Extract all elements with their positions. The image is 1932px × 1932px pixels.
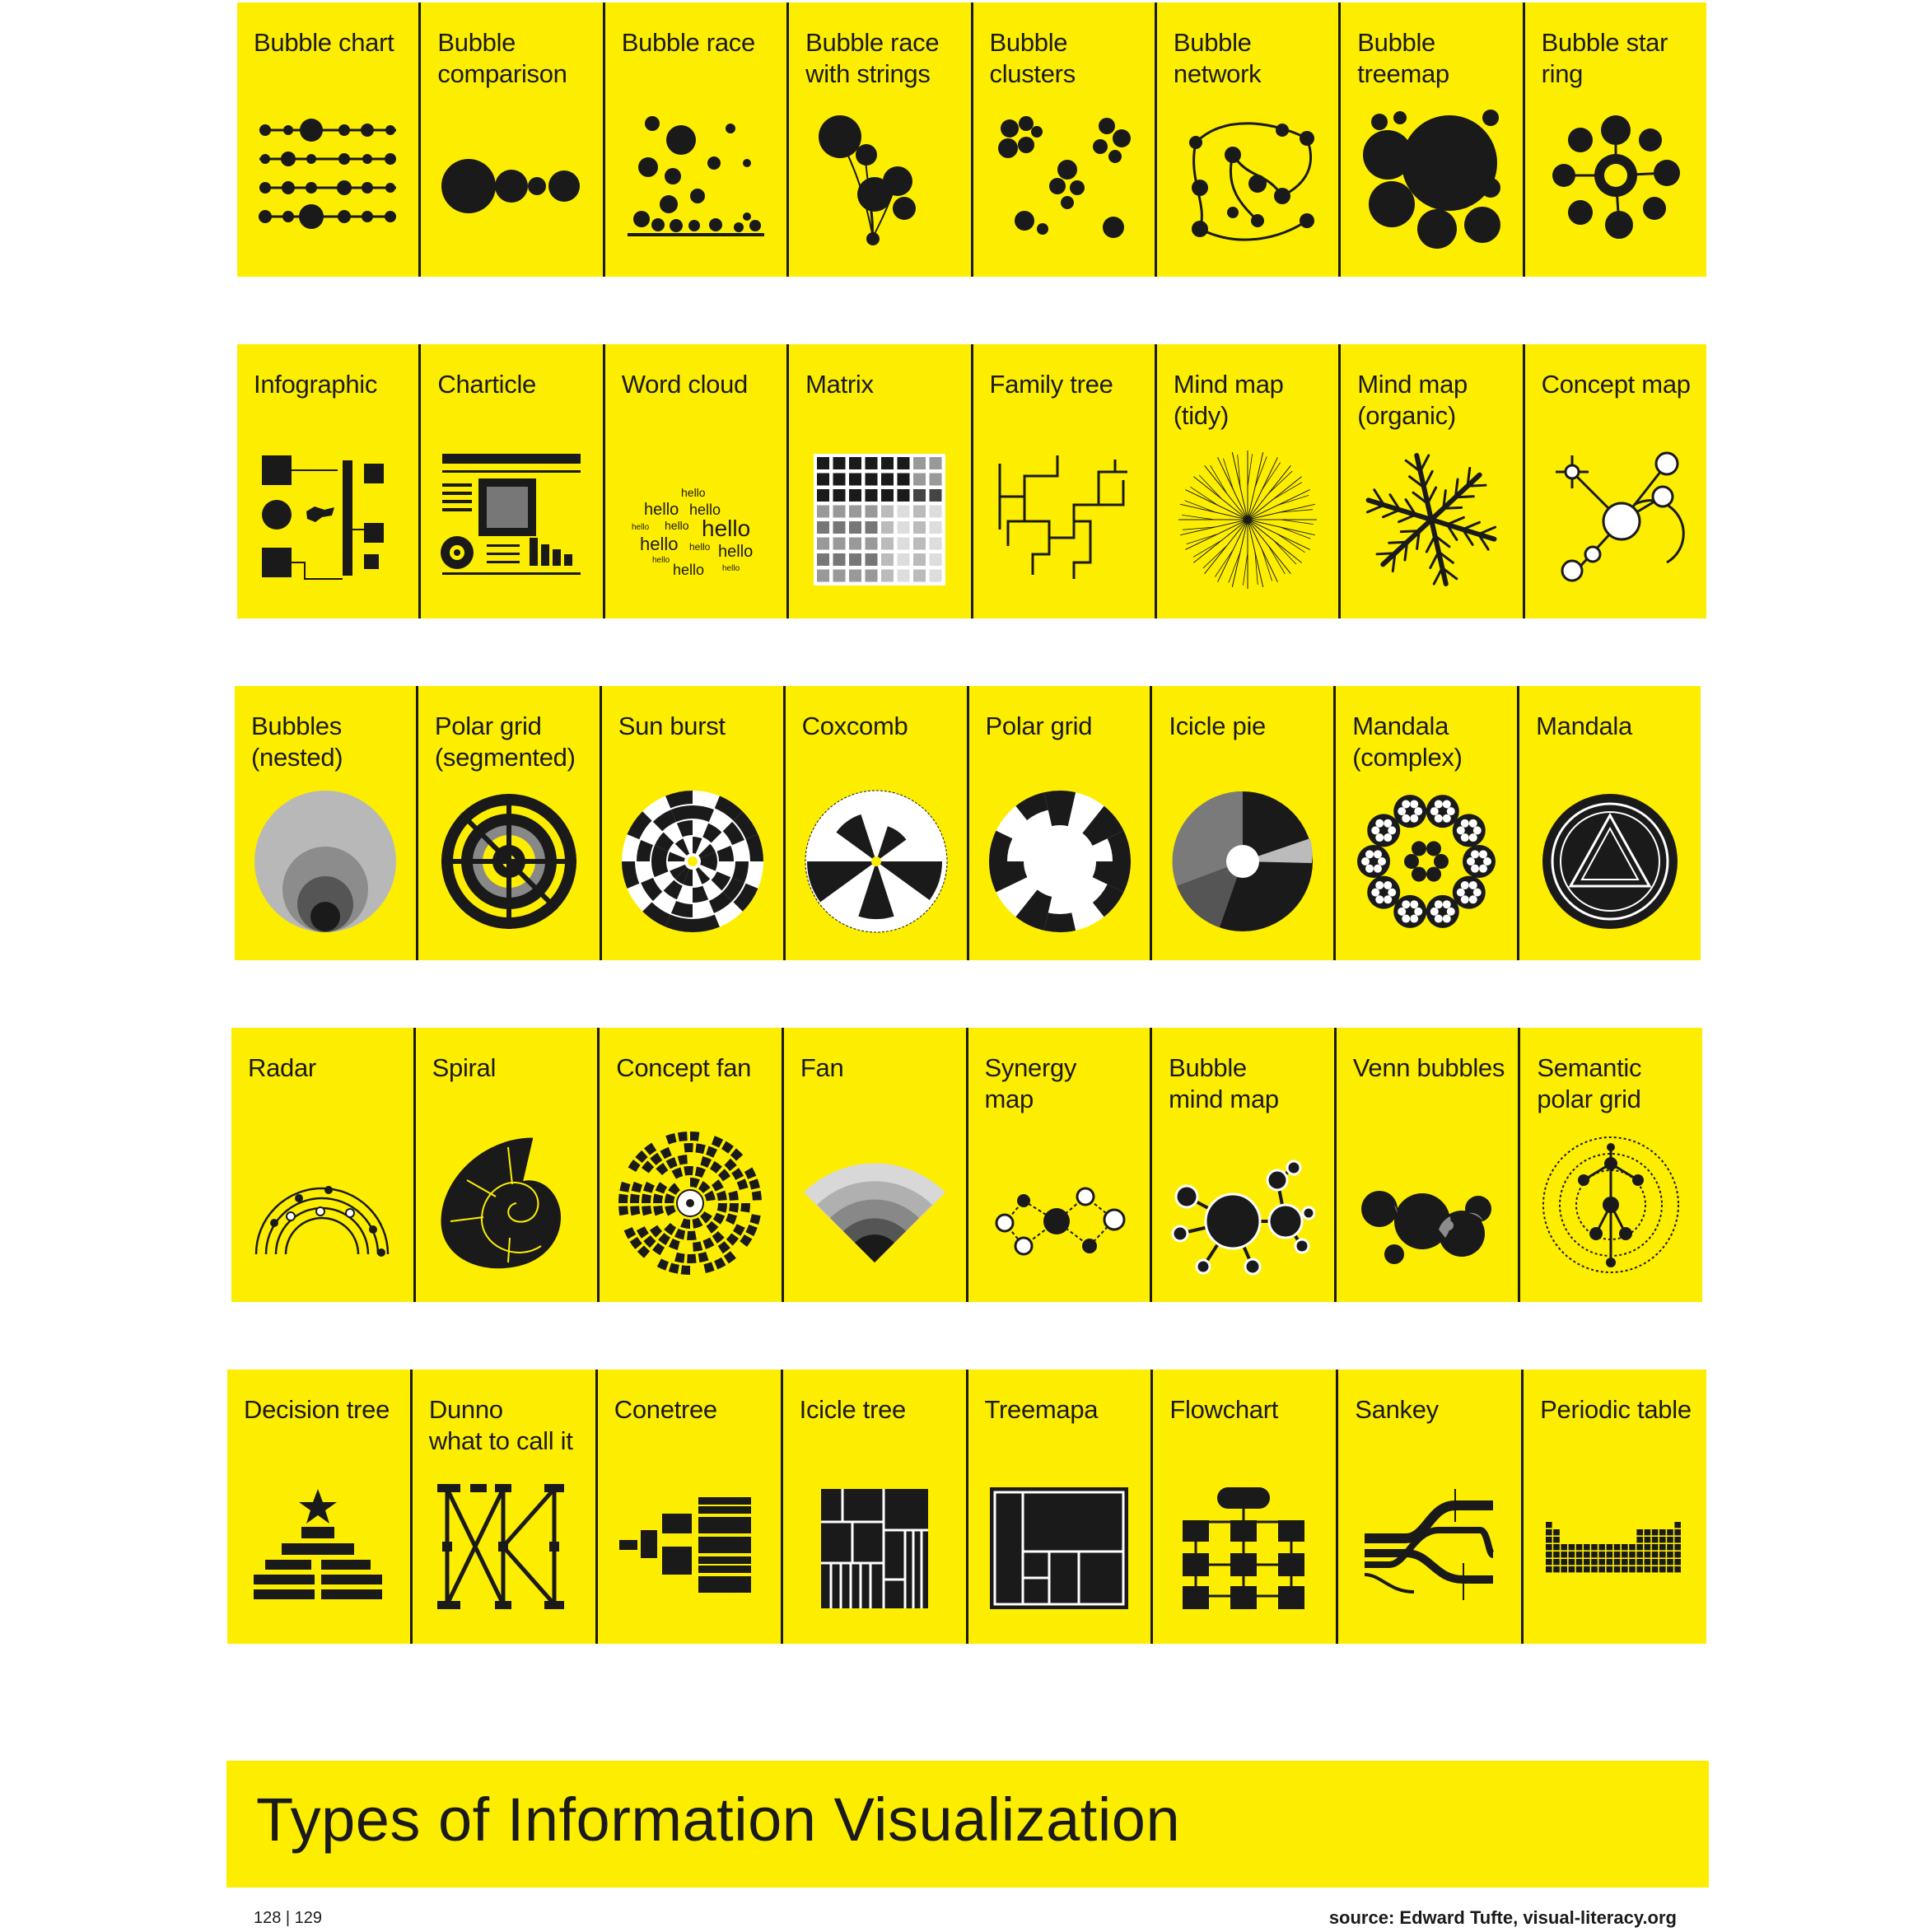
bubble-mind-map-icon	[1170, 1131, 1315, 1276]
cell-label: Bubble comparison	[437, 28, 567, 88]
cell-decision-tree	[227, 1370, 413, 1644]
polar-grid-segmented-icon	[436, 789, 581, 934]
cell-bubble-clusters	[973, 2, 1157, 277]
mandala-icon	[1538, 789, 1682, 934]
icicle-pie-icon	[1170, 789, 1315, 934]
cell-label: Mind map (organic)	[1357, 370, 1468, 430]
visualization-row-3	[235, 686, 1701, 960]
polar-grid-icon	[987, 789, 1132, 934]
cell-mind-map-tidy	[1157, 344, 1341, 618]
cell-label: Mind map (tidy)	[1173, 370, 1284, 430]
semantic-polar-grid-icon	[1538, 1131, 1683, 1276]
family-tree-icon	[992, 447, 1136, 592]
word: hello	[664, 519, 689, 532]
periodic-table-icon	[1542, 1472, 1687, 1617]
cell-label: Concept fan	[616, 1053, 752, 1082]
cell-label: Sankey	[1355, 1395, 1439, 1424]
sunburst-icon	[620, 789, 765, 934]
page-numbers: 128 | 129	[254, 1909, 323, 1927]
word: hello	[639, 534, 679, 554]
cell-label: Bubble treemap	[1357, 28, 1449, 88]
infographic-icon	[255, 447, 400, 592]
concept-fan-icon	[618, 1131, 763, 1276]
cell-label: Venn bubbles	[1352, 1053, 1505, 1082]
cell-venn-bubbles	[1337, 1028, 1521, 1302]
charticle-icon	[439, 447, 584, 592]
cell-polar-grid-segmented	[418, 686, 602, 960]
conetree-icon	[616, 1472, 761, 1617]
bubble-clusters-icon	[992, 105, 1136, 250]
bubble-network-icon	[1175, 105, 1320, 250]
cell-periodic-table	[1524, 1370, 1706, 1644]
cell-label: Word cloud	[621, 370, 748, 399]
cell-label: Infographic	[254, 370, 378, 399]
cell-conetree	[598, 1370, 783, 1644]
cell-mind-map-organic	[1341, 344, 1524, 618]
cell-family-tree	[973, 344, 1157, 618]
bubble-star-ring-icon	[1543, 105, 1688, 250]
word: hello	[651, 556, 670, 565]
cell-concept-map	[1525, 344, 1706, 618]
cell-label: Synergy map	[984, 1053, 1077, 1113]
cell-label: Bubble race with strings	[805, 28, 940, 88]
cell-label: Icicle tree	[799, 1395, 906, 1424]
cell-treemap	[968, 1370, 1154, 1644]
cell-mandala	[1519, 686, 1701, 960]
cell-polar-grid	[969, 686, 1153, 960]
bubble-comparison-icon	[439, 105, 584, 250]
cell-dunno	[413, 1370, 598, 1644]
cell-label: Periodic table	[1540, 1395, 1692, 1424]
cell-label: Bubbles (nested)	[251, 712, 343, 772]
cell-label: Decision tree	[244, 1395, 390, 1424]
cell-label: Bubble network	[1173, 28, 1262, 88]
spiral-icon	[434, 1131, 579, 1276]
visualization-row-2	[237, 344, 1706, 618]
source-credit: source: Edward Tufte, visual-literacy.org	[1328, 1907, 1677, 1928]
cell-icicle-tree	[783, 1370, 968, 1644]
coxcomb-icon	[804, 789, 949, 934]
visualization-row-4	[231, 1028, 1702, 1302]
cell-label: Semantic polar grid	[1537, 1053, 1642, 1113]
bubble-treemap-icon	[1359, 105, 1504, 250]
word: hello	[721, 564, 740, 573]
cell-bubble-race	[605, 2, 789, 277]
cell-label: Coxcomb	[801, 712, 908, 740]
cell-bubbles-nested	[235, 686, 418, 960]
cell-label: Mandala	[1536, 712, 1632, 740]
cell-flowchart	[1153, 1370, 1338, 1644]
cell-label: Matrix	[805, 370, 874, 399]
cell-label: Mandala (complex)	[1352, 712, 1463, 772]
cell-synergy-map	[968, 1028, 1153, 1302]
visualization-row-1	[237, 2, 1706, 277]
word: hello	[631, 523, 649, 532]
cell-sankey	[1338, 1370, 1524, 1644]
cell-bubble-comparison	[421, 2, 604, 277]
word: hello	[688, 502, 721, 518]
bubble-race-strings-icon	[807, 105, 952, 250]
cell-fan	[784, 1028, 968, 1302]
cell-label: Bubble mind map	[1169, 1053, 1279, 1113]
synergy-map-icon	[987, 1131, 1132, 1276]
cell-label: Family tree	[989, 370, 1113, 399]
icicle-tree-icon	[801, 1472, 946, 1617]
cell-bubble-network	[1157, 2, 1341, 277]
cell-label: Icicle pie	[1169, 712, 1266, 740]
nested-bubbles-icon	[253, 789, 398, 934]
cell-coxcomb	[786, 686, 969, 960]
cell-matrix	[789, 344, 973, 618]
cell-label: Bubble chart	[254, 28, 394, 57]
cell-label: Dunno what to call it	[428, 1395, 573, 1455]
word: hello	[701, 516, 750, 541]
word: hello	[643, 501, 679, 519]
cell-infographic	[237, 344, 421, 618]
decision-tree-icon	[245, 1472, 390, 1617]
bubble-race-icon	[623, 105, 768, 250]
word: hello	[688, 541, 711, 553]
dunno-icon	[431, 1472, 576, 1617]
word: hello	[672, 562, 704, 578]
cell-bubble-race-strings	[789, 2, 973, 277]
treemap-icon	[987, 1472, 1132, 1617]
cell-concept-fan	[600, 1028, 784, 1302]
mandala-complex-icon	[1354, 789, 1499, 934]
cell-label: Flowchart	[1169, 1395, 1279, 1424]
cell-charticle	[421, 344, 604, 618]
cell-word-cloud	[605, 344, 789, 618]
flowchart-icon	[1171, 1472, 1316, 1617]
cell-bubble-chart	[237, 2, 421, 277]
cell-label: Spiral	[432, 1053, 497, 1082]
sankey-icon	[1356, 1472, 1501, 1617]
cell-label: Polar grid (segmented)	[434, 712, 576, 772]
cell-label: Charticle	[437, 370, 536, 399]
mind-map-organic-icon	[1359, 447, 1504, 592]
cell-label: Conetree	[614, 1395, 717, 1424]
title-band	[226, 1761, 1709, 1888]
cell-bubble-treemap	[1341, 2, 1524, 277]
page-title: Types of Information Visualization	[256, 1785, 1181, 1854]
bubble-chart-icon	[255, 105, 400, 250]
cell-label: Bubble race	[621, 28, 755, 57]
visualization-row-5	[227, 1370, 1706, 1644]
cell-label: Treemapa	[984, 1395, 1099, 1424]
cell-spiral	[416, 1028, 600, 1302]
cell-label: Radar	[248, 1053, 316, 1082]
word: hello	[717, 543, 754, 561]
cell-sunburst	[602, 686, 786, 960]
concept-map-icon	[1543, 447, 1688, 592]
venn-bubbles-icon	[1355, 1131, 1500, 1276]
cell-label: Bubble clusters	[989, 28, 1076, 88]
cell-semantic-polar-grid	[1520, 1028, 1702, 1302]
word-cloud-icon	[623, 447, 768, 592]
cell-radar	[231, 1028, 416, 1302]
cell-bubble-star-ring	[1525, 2, 1706, 277]
fan-icon	[802, 1131, 947, 1276]
cell-label: Fan	[800, 1053, 844, 1082]
word: hello	[680, 486, 706, 499]
cell-bubble-mind-map	[1152, 1028, 1337, 1302]
cell-label: Polar grid	[985, 712, 1093, 740]
cell-icicle-pie	[1152, 686, 1336, 960]
mind-map-tidy-icon	[1175, 447, 1320, 592]
cell-label: Concept map	[1541, 370, 1691, 399]
matrix-icon	[807, 447, 952, 592]
cell-label: Bubble star ring	[1541, 28, 1668, 88]
cell-mandala-complex	[1336, 686, 1519, 960]
radar-icon	[250, 1131, 394, 1276]
cell-label: Sun burst	[618, 712, 726, 740]
